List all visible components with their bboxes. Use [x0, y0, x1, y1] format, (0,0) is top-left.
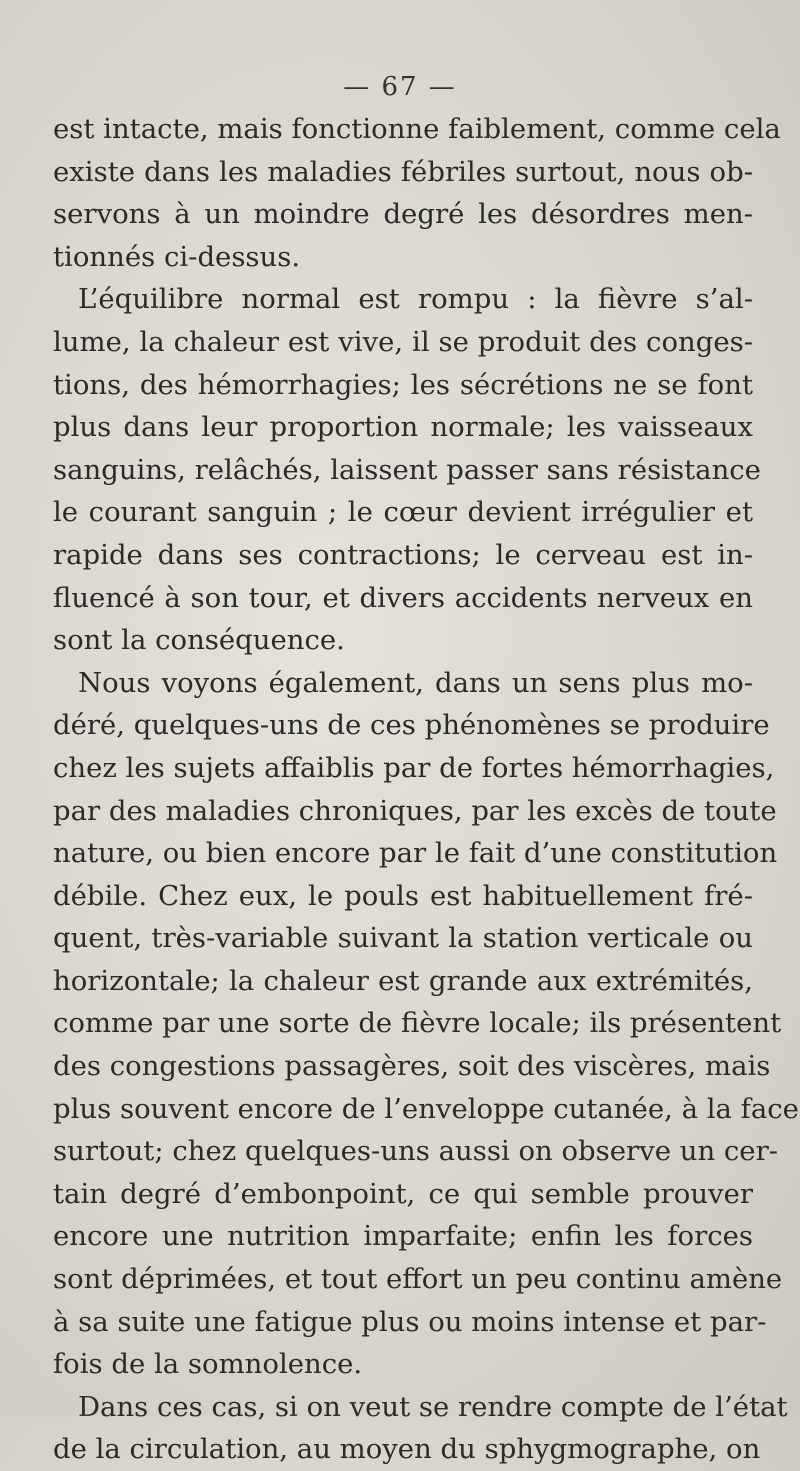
text-line: sont la conséquence.: [53, 624, 345, 657]
text-line: sont déprimées, et tout effort un peu continu amène: [53, 1263, 783, 1296]
text-line: lume, la chaleur est vive, il se produit des conges-: [53, 325, 753, 358]
text-line: tions, des hémorrhagies; les sécrétions ne se font: [53, 368, 753, 401]
text-line: Dans ces cas, si on veut se rendre compte de l’état: [78, 1390, 788, 1423]
text-line: encore une nutrition imparfaite; enfin les forces: [53, 1220, 753, 1253]
text-line: des congestions passagères, soit des viscères, mais: [53, 1050, 771, 1083]
text-line: à sa suite une fatigue plus ou moins intense et par-: [53, 1305, 767, 1338]
body-text: [53, 108, 799, 1471]
text-line: est intacte, mais fonctionne faiblement, comme cela: [53, 113, 781, 145]
text-line: déré, quelques-uns de ces phénomènes se produire: [53, 709, 770, 742]
text-line: servons à un moindre degré les désordres men-: [53, 198, 753, 231]
text-line: rapide dans ses contractions; le cerveau est in-: [53, 538, 753, 571]
text-line: tain degré d’embonpoint, ce qui semble prouver: [53, 1177, 753, 1210]
text-line: tionnés ci-dessus.: [53, 240, 301, 273]
text-line: comme par une sorte de fièvre locale; ils présentent: [53, 1007, 782, 1040]
text-line: plus souvent encore de l’enveloppe cutanée, à la face: [53, 1092, 799, 1125]
text-line: plus dans leur proportion normale; les vaisseaux: [53, 411, 753, 444]
text-line: par des maladies chroniques, par les excès de toute: [53, 794, 777, 827]
text-line: L’équilibre normal est rompu : la fièvre s’al-: [78, 283, 753, 316]
text-line: de la circulation, au moyen du sphygmographe, on: [53, 1433, 761, 1466]
text-line: chez les sujets affaiblis par de fortes hémorrhagies,: [53, 751, 775, 784]
text-line: fois de la somnolence.: [53, 1348, 363, 1381]
page-number: — 67 —: [343, 72, 457, 102]
text-line: débile. Chez eux, le pouls est habituellement fré-: [53, 879, 753, 912]
text-line: Nous voyons également, dans un sens plus mo-: [78, 666, 753, 699]
text-line: existe dans les maladies fébriles surtout, nous ob-: [53, 155, 753, 188]
text-line: nature, ou bien encore par le fait d’une constitution: [53, 837, 778, 870]
text-line: quent, très-variable suivant la station verticale ou: [53, 922, 753, 955]
text-line: fluencé à son tour, et divers accidents nerveux en: [53, 581, 753, 614]
text-line: le courant sanguin ; le cœur devient irrégulier et: [53, 496, 753, 529]
text-line: horizontale; la chaleur est grande aux extrémités,: [53, 964, 753, 997]
text-line: sanguins, relâchés, laissent passer sans résistance: [53, 453, 761, 486]
text-line: surtout; chez quelques-uns aussi on observe un cer-: [53, 1135, 779, 1168]
